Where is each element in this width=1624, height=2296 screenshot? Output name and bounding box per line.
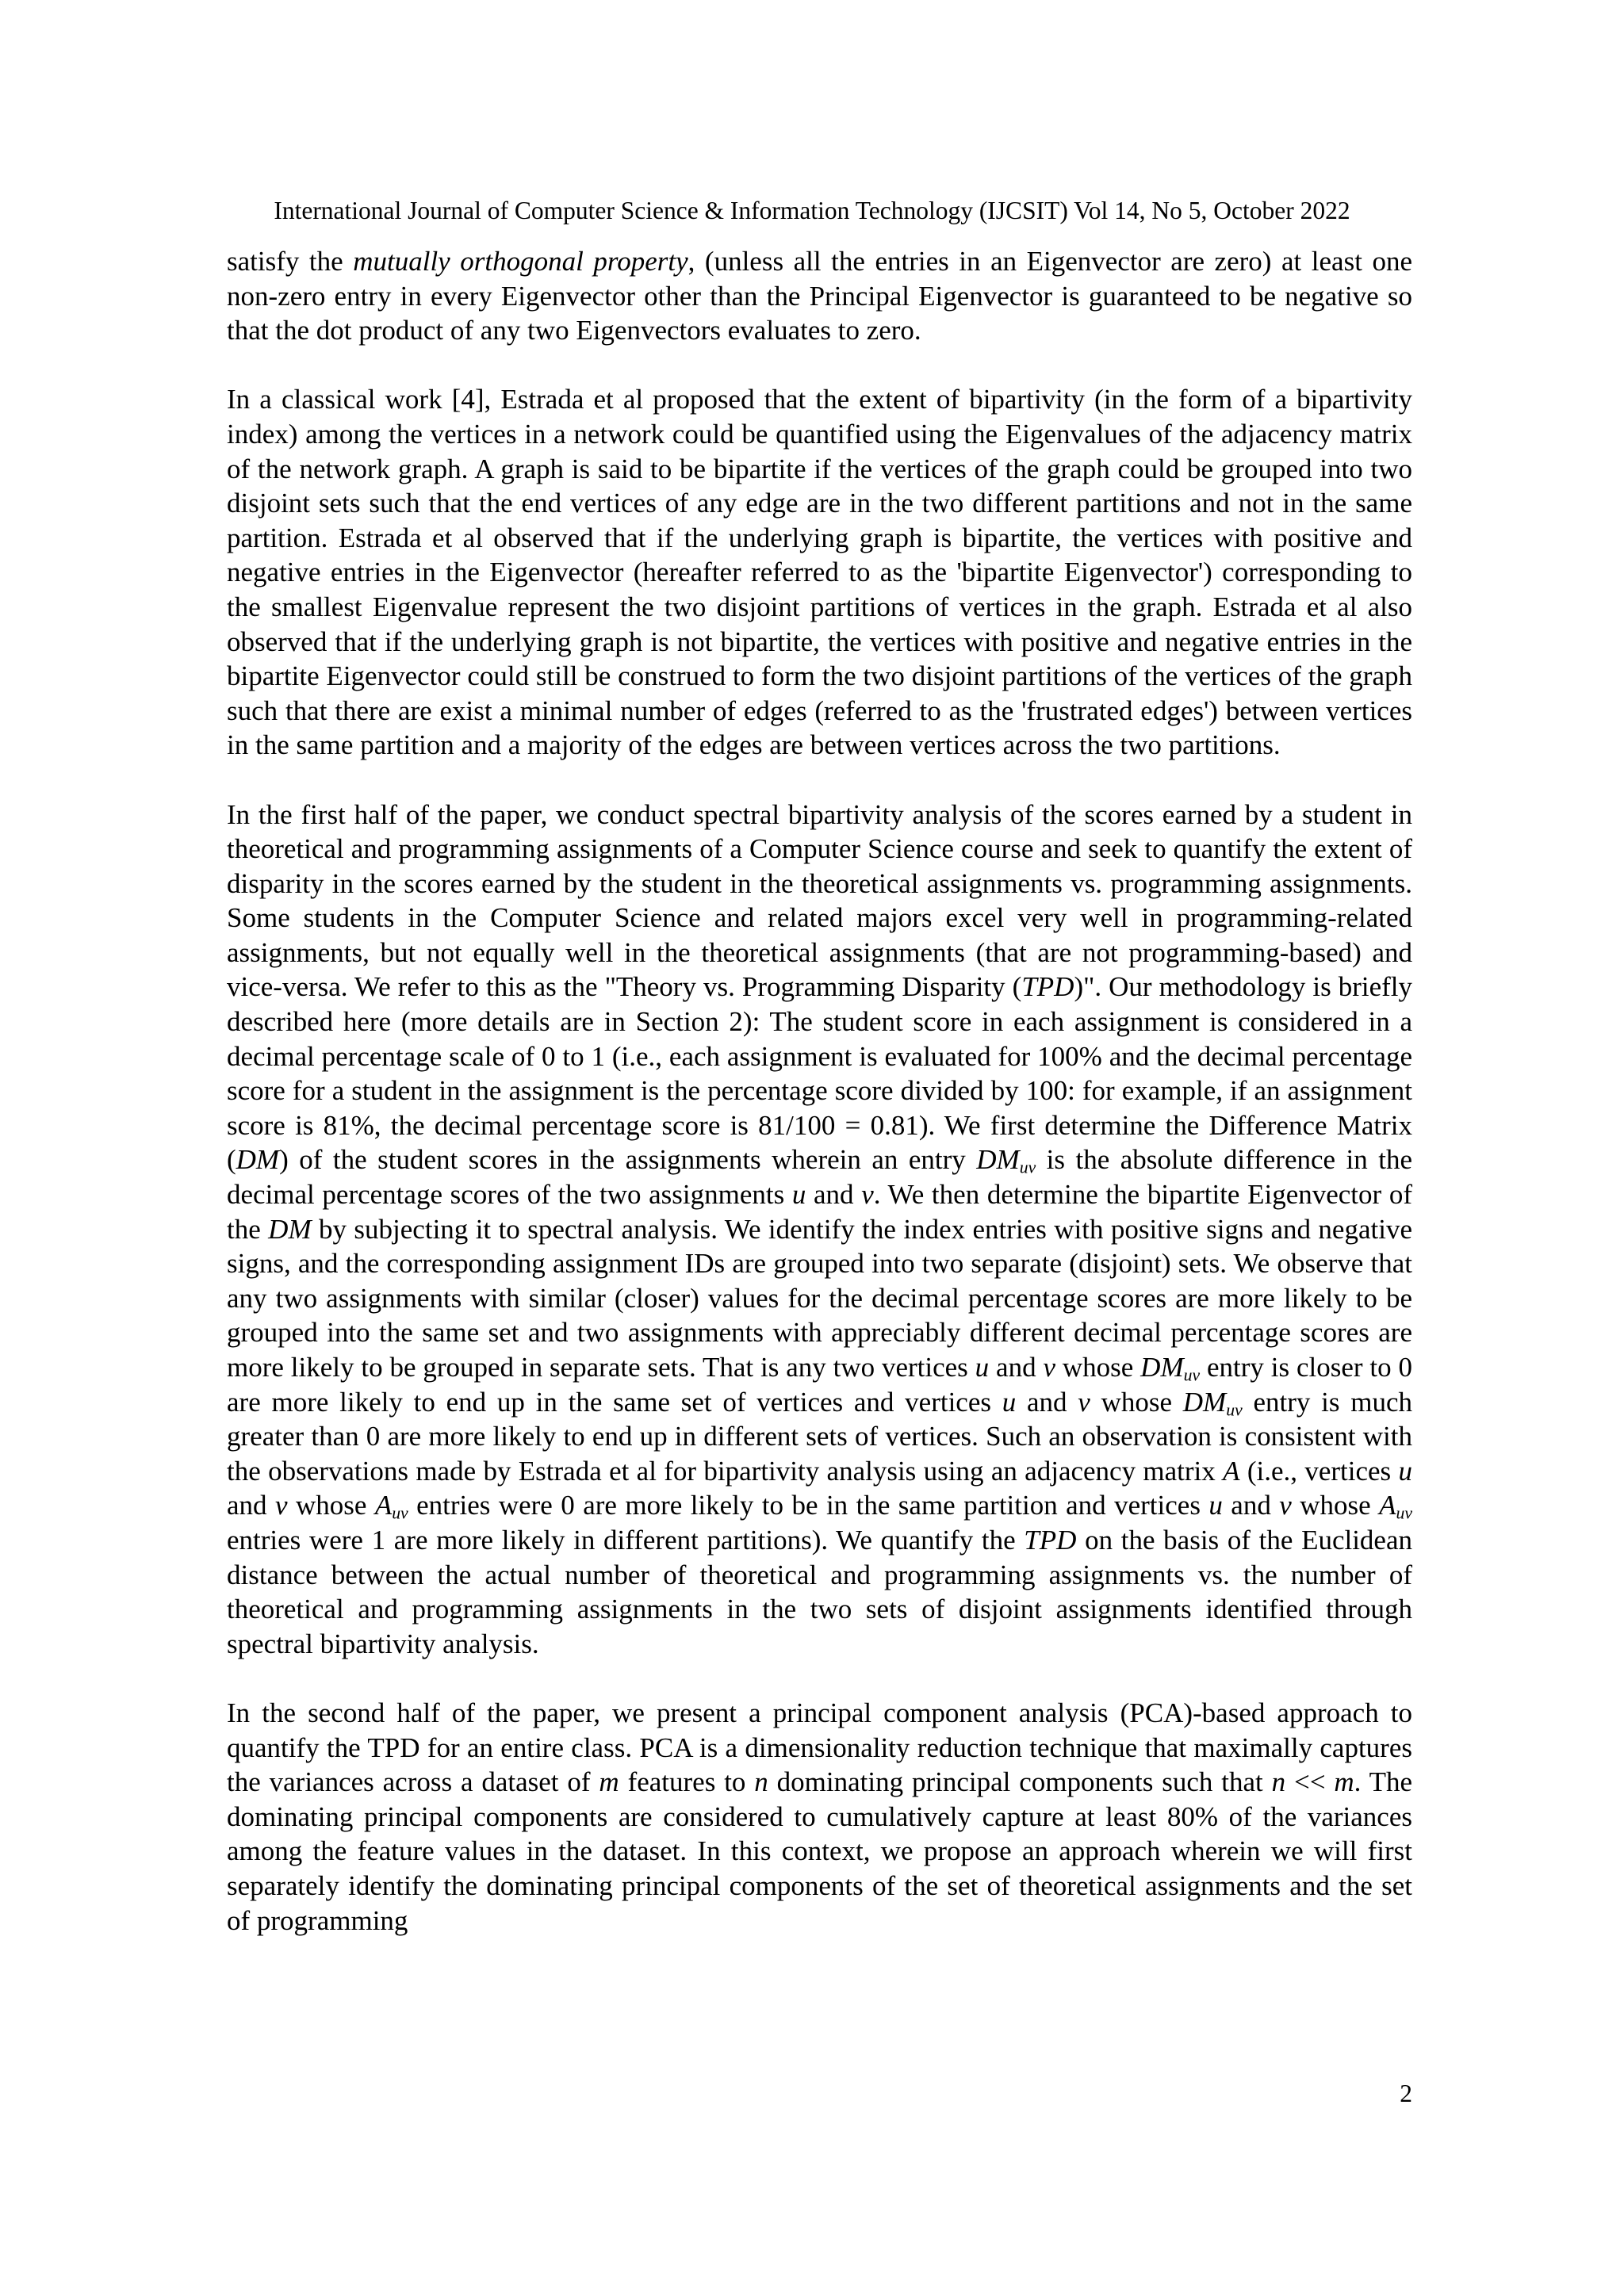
paragraph-3: In the first half of the paper, we conduct spectral bipartivity analysis of the scores earned by a student in theoretical and programming assignments of a Computer Science course and seek to quantify the extent of disparity in the scores earned by the student in the theoretical assignments vs. programming assignments. Some students in the Computer Science and related majors excel very well in programming-related assignments, but not equally well in the theoretical assignments (that are not programming-based) and vice-versa. We refer to this as the "Theory vs. Programming Disparity (TPD)". Our methodology is briefly described here (more details are in Section 2): The student score in each assignment is considered in a decimal percentage scale of 0 to 1 (i.e., each assignment is evaluated for 100% and the decimal percentage score for a student in the assignment is the percentage score divided by 100: for example, if an assignment score is 81%, the decimal percentage score is 81/100 = 0.81). We first determine the Difference Matrix (DM) of the student scores in the assignments wherein an entry $DM_{uv}$ is the absolute difference in the decimal percentage scores of the two assignments u and v. We then determine the bipartite Eigenvector of the DM by subjecting it to spectral analysis. We identify the index entries with positive signs and negative signs, and the corresponding assignment IDs are grouped into two separate (disjoint) sets. We observe that any two assignments with similar (closer) values for the decimal percentage scores are more likely to be grouped into the same set and two assignments with appreciably different decimal percentage scores are more likely to be grouped in separate sets. That is any two vertices u and v whose $DM_{uv}$ entry is closer to 0 are more likely to end up in the same set of vertices and vertices u and v whose $DM_{uv}$ entry is much greater than 0 are more likely to end up in different sets of vertices. Such an observation is consistent with the observations made by Estrada et al for bipartivity analysis using an adjacency matrix A (i.e., vertices u and v whose $A_{uv}$ entries were 0 are more likely to be in the same partition and vertices u and v whose $A_{uv}$ entries were 1 are more likely in different partitions). We quantify the TPD on the basis of the Euclidean distance between the actual number of theoretical and programming assignments vs. the number of theoretical and programming assignments in the two sets of disjoint assignments identified through spectral bipartivity analysis. — [227, 798, 1413, 1659]
paragraph-4: In the second half of the paper, we present a principal component analysis (PCA)-based approach to quantify the TPD for an entire class. PCA is a dimensionality reduction technique that maximally captures the variances across a dataset of m features to n dominating principal components such that n << m. The dominating principal components are considered to cumulatively capture at least 80% of the variances among the feature values in the dataset. In this context, we propose an approach wherein we will first separately identify the dominating principal components of the set of theoretical assignments and the set of programming — [227, 1697, 1413, 1936]
paragraph-1: satisfy the mutually orthogonal property, (unless all the entries in an Eigenvector are zero) at least one non-zero entry in every Eigenvector other than the Principal Eigenvector is guaranteed to be negative so that the dot product of any two Eigenvectors evaluates to zero. — [227, 246, 1412, 346]
paragraph-2: In a classical work [4], Estrada et al proposed that the extent of bipartivity (in the form of a bipartivity index) among the vertices in a network could be quantified using the Eigenvalues of the adjacency matrix of the network graph. A graph is said to be bipartite if the vertices of the graph could be grouped into two disjoint sets such that the end vertices of any edge are in the two different partitions and not in the same partition. Estrada et al observed that if the underlying graph is bipartite, the vertices with positive and negative entries in the Eigenvector (hereafter referred to as the 'bipartite Eigenvector') corresponding to the smallest Eigenvalue represent the two disjoint partitions of vertices in the graph. Estrada et al also observed that if the underlying graph is not bipartite, the vertices with positive and negative entries in the bipartite Eigenvector could still be construed to form the two disjoint partitions of the vertices of the graph such that there are exist a minimal number of edges (referred to as the 'frustrated edges') between vertices in the same partition and a majority of the edges are between vertices across the two partitions. — [227, 384, 1412, 761]
body-text — [227, 244, 1412, 1938]
running-header: International Journal of Computer Science & Information Technology (IJCSIT) Vol 14, No 5, October 2022 — [274, 197, 1350, 224]
page-number: 2 — [1400, 2080, 1412, 2107]
